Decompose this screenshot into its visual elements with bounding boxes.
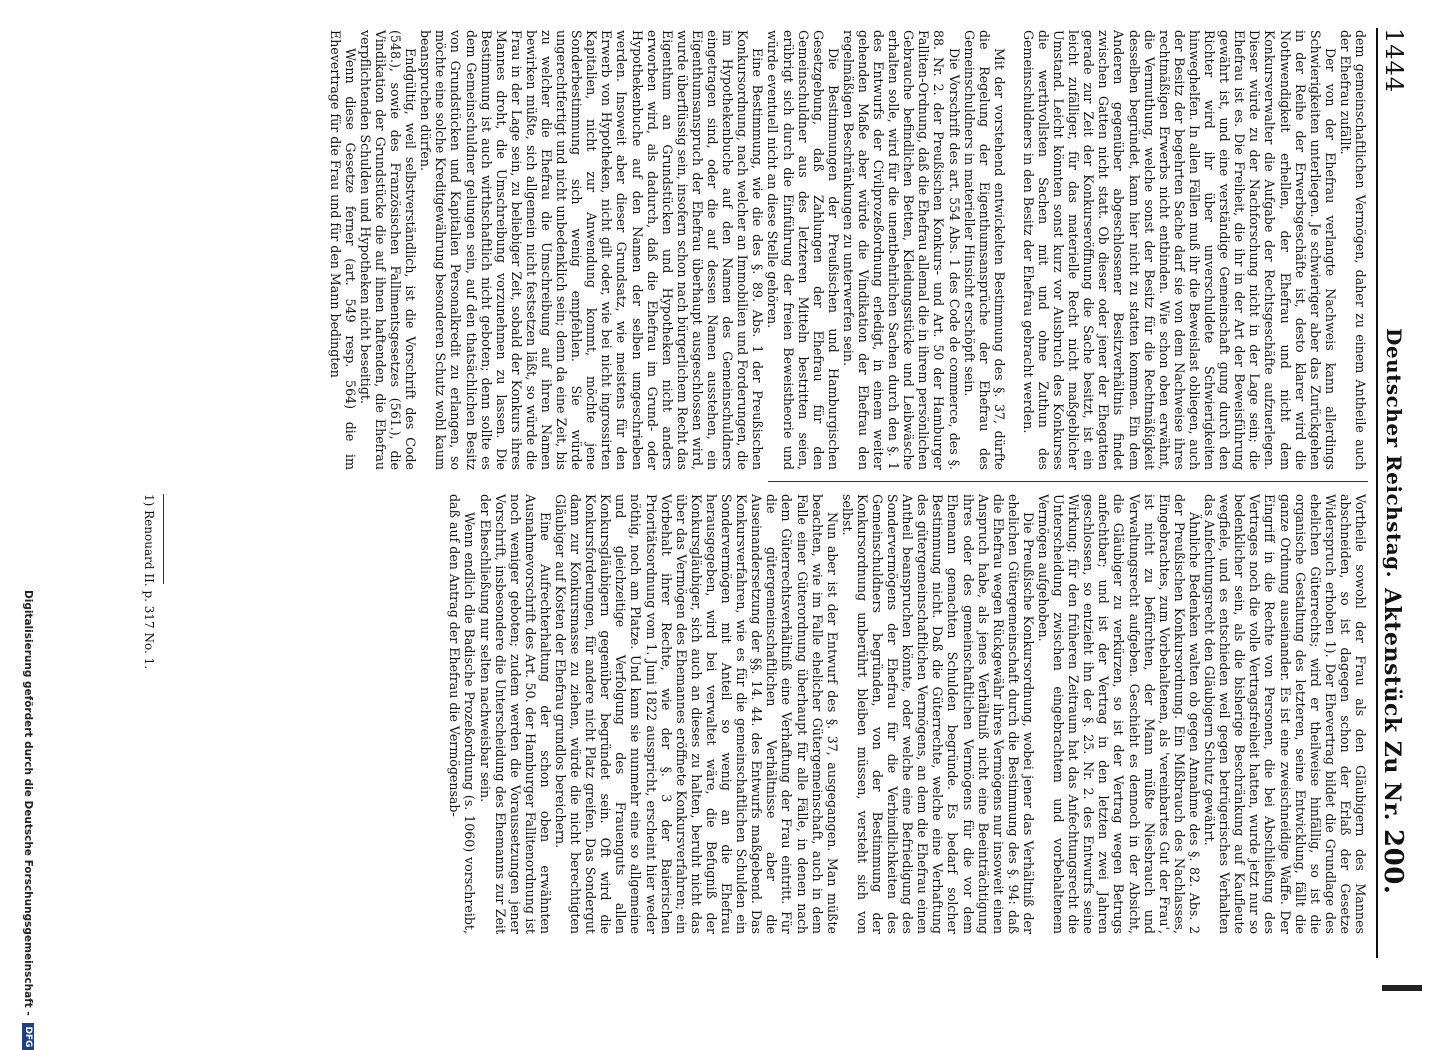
scan-edge-mark — [1382, 985, 1422, 991]
running-head — [1376, 28, 1412, 958]
paragraph: Mit der vorstehend entwickelten Bestimmung des §. 37, dürfte die Regelung der Eigenthumsansprüche der Ehefrau des Gemeinschuldners in materieller Hinsicht erschöpft sein. — [961, 30, 1007, 470]
column-divider — [768, 481, 1368, 482]
left-column — [158, 30, 1368, 470]
paragraph: Nun aber ist der Entwurf des §. 37, ausgegangen. Man müßte beachten, wie im Falle ehelicher Gütergemeinschaft, auch in dem Falle einer Güterordnung überhaupt für alle Fälle, in denen nach dem Güterrechtsverhältniß eine Verhaftung der Frau eintritt. Für die gütergemeinschaftlichen Verhältnisse aber die Auseinandersetzung der §§. 14. 44. des Entwurfs maßgebend. Das Konkursverfahren, wie es für die gemeinschaftlichen Schulden ein Sondervermögen mit Anteil so wenig an die Ehefrau herausgegeben, wird bei verwaltet wäre, die Befugniß der Konkursgläubiger, sich auch an dieses zu halten, beruht nicht das über das Vermögen des Ehemannes eröffnete Konkursverfahren; ein Vorbehalt ihrer Rechte, wie der §. 3 der Baierischen Prioritätsordnung vom 1. Juni 1822 ausspricht, erscheint hier weder nöthig, noch am Platze. Und kann sie nunmehr eine so allgemeine und gleichzeitige Verfolgung des Frauenguts allen Konkursgläubigern gegenüber begründet sein. Oft wird die Konkursforderungen, für andere nicht Platz greifen. Das Sondergut dann zur Konkursmasse zu ziehen, würde die nicht berechtigten Gläubiger auf Kosten der Ehefrau grundlos bereichern. — [553, 494, 840, 934]
issue-prefix: Aktenstück Zu Nr. — [1379, 588, 1405, 821]
paragraph: Die Vorschrift des art. 554 Abs. 1 des Code de commerce, des §. 88. Nr. 2. der Preußischen Konkurs- und Art. 50 der Hamburger Falliten-Ordnung, daß die Ehefrau allemal die in ihrem persönlichen Gebrauche befindlichen Betten, Kleidungsstücke und Leibwäsche erhalten solle, wird für die unentbehrlichen Sachen durch den §. 1 des Entwurfs der Civilprozeßordnung erledigt, in einem weiter gehenden Maße aber würde die Vindikation der Ehefrau den regelmäßigen Beschränkungen zu unterwerfen sein. — [840, 30, 962, 470]
paragraph: Die Bestimmungen der Preußischen und Hamburgischen Gesetzgebung, daß Zahlungen der Ehefrau für den Gemeinschuldner aus des letzteren Mitteln bestritten seien, erübrigt sich durch die Einführung der freien Beweistheorie und würde eventuell nicht an diese Stelle gehören. — [765, 30, 841, 470]
footnote: 1) Renouard II. p. 317 No. 1. — [142, 494, 156, 670]
publication-title: Deutscher Reichstag. — [1382, 328, 1406, 579]
paragraph: Die Preußische Konkursordnung, wobei jener das Verhältniß der ehelichen Gütergemeinschaft durch die Bestimmung des §. 94: daß die Ehefrau wegen Rückgewähr ihres Vermögens nur insoweit einen Anspruch habe, als jenes Verhältniß nicht eine Beeinträchtigung ihres oder des gemeinschaftlichen Vermögens für die vor dem Ehemann gemachten Schulden begründe. Es bedarf solcher Bestimmung nicht. Daß die Güterrechte, welche eine Verhaftung des gütergemeinschaftlichen Vermögens, an dem die Ehefrau einen Antheil beanspruchen könnte, oder welche eine Befriedigung des Sondervermögens der Ehefrau für die Verbindlichkeiten des Gemeinschuldners begründen, von der Bestimmung der Konkursordnung unberührt bleiben müssen, versteht sich von selbst. — [839, 494, 1036, 934]
paragraph: Wenn diese Gesetze ferner (art. 549 resp. 564) die im Ehevertrage für die Frau und für den Mann bedingten — [327, 30, 358, 470]
paragraph: Endgültig, weil selbstverständlich, ist die Vorschrift des Code (548.), sowie des Französischen Fallimentsgesetzes (561.), die Vindikation der Grundstücke die auf ihnen haftenden, die Ehefrau verpflichtenden Schulden und Hypotheken nicht beseitigt. — [357, 30, 419, 470]
paragraph: Vortheile sowohl der Frau als den Gläubigern des Mannes abschneiden, so ist dagegen schon der Erlaß der Gesetze Widerspruch erhoben 1). Der Ehevertrag bildet die Grundlage des ehelichen Güterrechts; wird er theilweise hinfällig, so ist die organische Gestaltung des letzteren, seine Entwicklung, fällt die ganze Ordnung auseinander. Es ist eine zweischneidige Waffe. Der Eingriff in die Rechte von Personen, die bei Abschließung des Vertrages noch die volle Vertragsfreiheit hatten, wurde jetzt nur so bedenklicher sein, als die bisherige Beschränkung auf Kaufleute wegfiele, und es entschieden weil gegen betrügerisches Verhalten das Anfechtungsrecht den Gläubigern Schutz gewährt. — [1202, 494, 1368, 934]
paragraph: Wenn endlich die Badische Prozeßordnung (s. 1060) vorschreibt, daß auf den Antrag der Ehefrau die Vermögensab- — [447, 494, 478, 934]
credit-text: Digitalisierung gefördert durch die Deutsche Forschungsgemeinschaft - — [22, 590, 34, 1016]
dfg-logo: DFG — [22, 1023, 34, 1050]
paragraph: Eine Aufrechterhaltung der schon oben erwähnten Ausnahmevorschrift des Art. 50. der Hamburger Fallitenordnung ist noch weniger geboten; zudem werden die Voraussetzungen jener Vorschrift, insbesondere die Unterscheidung des Ehemanns zur Zeit der Eheschließung nur selten nachweisbar sein. — [477, 494, 553, 934]
page-number: 1444 — [1380, 28, 1408, 94]
issue-reference — [1378, 588, 1408, 894]
issue-number: 200. — [1378, 829, 1408, 895]
paragraph: dem gemeinschaftlichen Vermögen, daher zu einem Antheile auch der Ehefrau zufällt. — [1337, 30, 1368, 470]
digitization-credit — [16, 590, 34, 1048]
footnote-rule — [163, 494, 164, 584]
paragraph: Eine Bestimmung, wie die des §. 89. Abs. 1 der Preußischen Konkursordnung, nach welcher an Immobilien und Forderungen, die im Hypothekenbuche auf den Namen des Gemeinschuldners eingetragen sind, oder die auf dessen Namen ausstehen, ein Eigenthumsanspruch der Ehefrau überhaupt ausgeschlossen wird, wurde überflüssig sein, insofern schon nach bürgerlichem Recht das Eigenthum an Grundstücken und Hypotheken nicht anders erworben wird, als dadurch, daß die Ehefrau im Grund- oder Hypothekenbuche auf den Namen der selben umgeschrieben werden. Insoweit aber dieser Grundsatz, wie meistens für den Erwerb von Hypotheken, nicht gilt oder, wie bei nicht ingrossirten Kapitalien, nicht zur Anwendung kommt, möchte jene Sonderbestimmung sich wenig empfehlen. Sie würde ungerechtfertigt und nicht unbedenklich sein; denn da eine Zeit, bis zu welcher die Ehefrau die Umschreibung auf ihren Namen bewirken müßte, sich allgemein nicht festsetzen läßt, so würde die Frau in der Lage sein, zu beliebiger Zeit, sobald der Konkurs ihres Mannes droht, die Umschreibung vorzunehmen zu lassen. Die Bestimmung ist auch wirthschaftlich nicht geboten; denn sollte es dem Gemeinschuldner gelungen sein, auf den thatsächlichen Besitz von Grundstücken und Kapitalien Personalkredit zu erlangen, so möchte eine solche Kreditgewährung besonderen Schutz wohl kaum beanspruchen dürfen. — [418, 30, 766, 470]
paragraph: Ähnliche Bedenken walten ob gegen Annahme des §. 82. Abs. 2 der Preußischen Konkursordnung. Ein Mißbrauch des Nachlasses, Eingebrachtes, zum Vorbehaltenen, als 'vereinbartes Gut der Frau', ist nicht zu befürchten, der Mann müßte Niesbrauch und Verwaltungsrecht aufgeben. Geschieht es dennoch in der Absicht, die Gläubiger zu verkürzen, so ist der Vertrag wegen Betrugs anfechtbar; und ist der Vertrag in den letzten zwei Jahren geschlossen, so entzieht ihn der §. 25. Nr. 2. des Entwurfs seine Wirkung; für den früheren Zeitraum hat das Anfechtungsrecht die Unterscheidung zwischen eingebrachtem und vorbehaltenem Vermögen aufgehoben. — [1036, 494, 1202, 934]
right-column — [158, 494, 1368, 934]
paragraph: Der von der Ehefrau verlangte Nachweis kann allerdings Schwierigkeiten unterliegen. Je schwieriger aber das Zurückgehen in der Reihe der Erwerbsgeschäfte ist, desto klarer wird die Nothwendigkeit erhellen, der Ehefrau und nicht dem Konkursverwalter die Aufgabe der Rechtsgeschäfte aufzuerlegen. Dieser würde zu der Nachforschung nicht in der Lage sein; die Ehefrau ist es. Die Freiheit, die ihr in der Art der Beweisführung gewährt ist, und eine verständige Gemeinschaft gung durch den Richter wird ihr über unverschuldete Schwierigkeiten hinweghelfen. In allen Fällen muß ihr die Beweislast obliegen, auch der Besitz der begehrten Sache darf sie von dem Nachweise ihres rechtmäßigen Erwerbs nicht entbinden. Wie schon oben erwähnt, die Vermuthung, welche sonst der Besitz für die Rechtmäßigkeit desselben begründet, kann hier nicht zu statten kommen. Ein dem Anderen gegenüber abgeschlossener Besitzverhältnis findet zwischen Gatten nicht statt. Ob dieser oder jener der Ehegatten gerade zur Zeit der Konkurseröffnung die Sache besitzt, ist ein leicht zufälliger, für das materielle Recht nicht maßgeblicher Umstand. Leicht könnten sonst kurz vor Ausbruch des Konkurses die werthvollsten Sachen mit und ohne Zuthun des Gemeinschuldners in den Besitz der Ehefrau gebracht werden. — [1020, 30, 1338, 470]
